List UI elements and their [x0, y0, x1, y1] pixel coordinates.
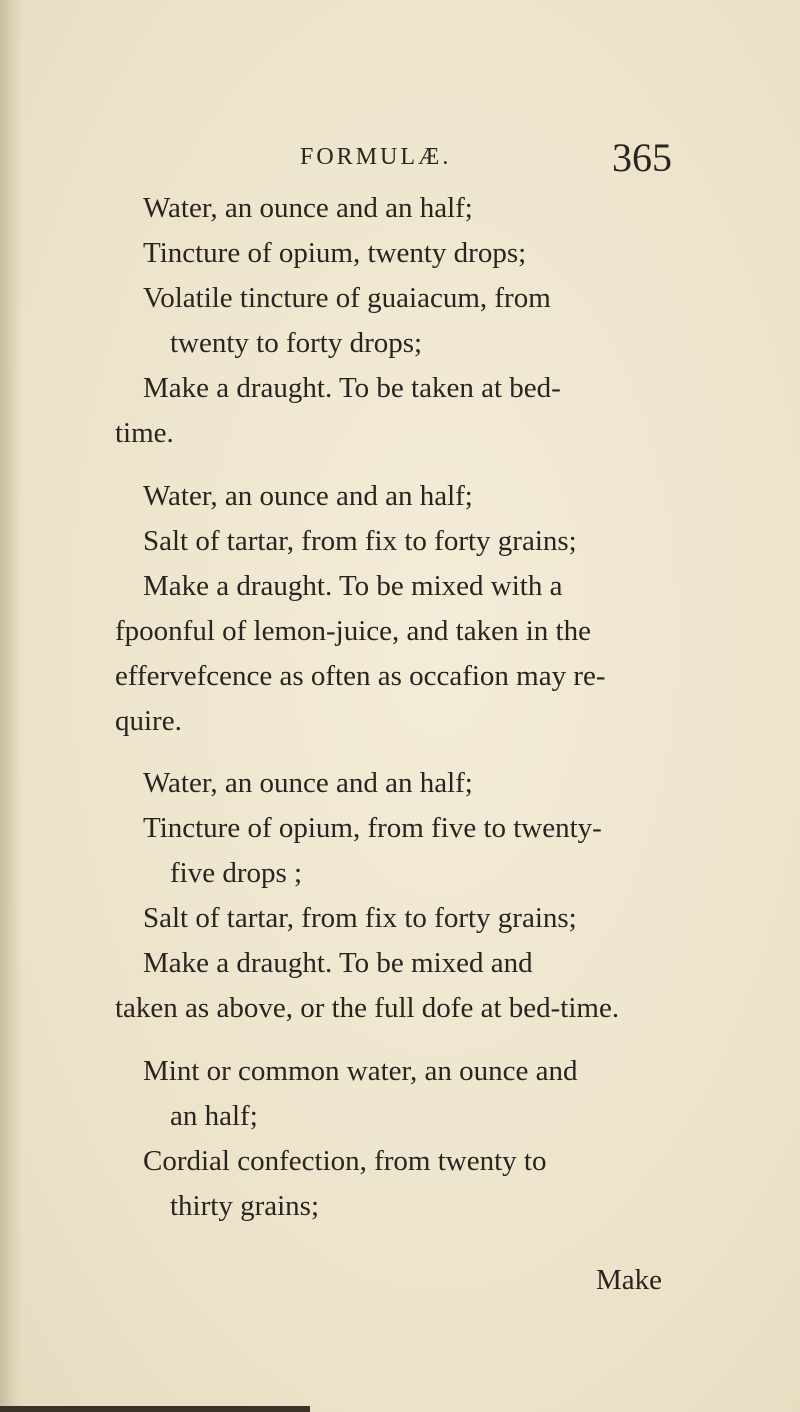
recipe-line: Cordial confection, from twenty to — [143, 1145, 547, 1177]
recipe-line: an half; — [170, 1100, 258, 1132]
recipe-line: Salt of tartar, from fix to forty grains; — [143, 525, 577, 557]
recipe-line: fpoonful of lemon-juice, and taken in the — [115, 615, 591, 647]
recipe-line: Tincture of opium, from five to twenty- — [143, 812, 602, 844]
page-number: 365 — [612, 135, 672, 180]
recipe-line: twenty to forty drops; — [170, 327, 423, 359]
recipe-line: Tincture of opium, twenty drops; — [143, 237, 527, 269]
recipe-line: Make a draught. To be mixed with a — [143, 570, 563, 602]
recipe-line: Salt of tartar, from fix to forty grains; — [143, 902, 577, 934]
recipe-line: quire. — [115, 705, 182, 737]
recipe-line: Make a draught. To be taken at bed- — [143, 372, 561, 404]
recipe-line: Make a draught. To be mixed and — [143, 947, 533, 979]
recipe-line: time. — [115, 417, 174, 449]
running-head: FORMULÆ. — [300, 144, 452, 170]
recipe-line: thirty grains; — [170, 1190, 320, 1222]
recipe-line: effervefcence as often as occafion may re- — [115, 660, 606, 692]
recipe-line: taken as above, or the full dofe at bed-time. — [115, 992, 620, 1024]
page-header — [300, 136, 680, 180]
recipe-line: Mint or common water, an ounce and — [143, 1055, 578, 1087]
page-gutter-shadow — [0, 0, 22, 1412]
bottom-edge-rule — [0, 1406, 310, 1412]
recipe-line: Water, an ounce and an half; — [143, 480, 473, 512]
recipe-line: Water, an ounce and an half; — [143, 192, 473, 224]
recipe-line: five drops ; — [170, 857, 303, 889]
recipe-line: Water, an ounce and an half; — [143, 767, 473, 799]
catchword: Make — [596, 1264, 663, 1296]
recipe-line: Volatile tincture of guaiacum, from — [143, 282, 551, 314]
